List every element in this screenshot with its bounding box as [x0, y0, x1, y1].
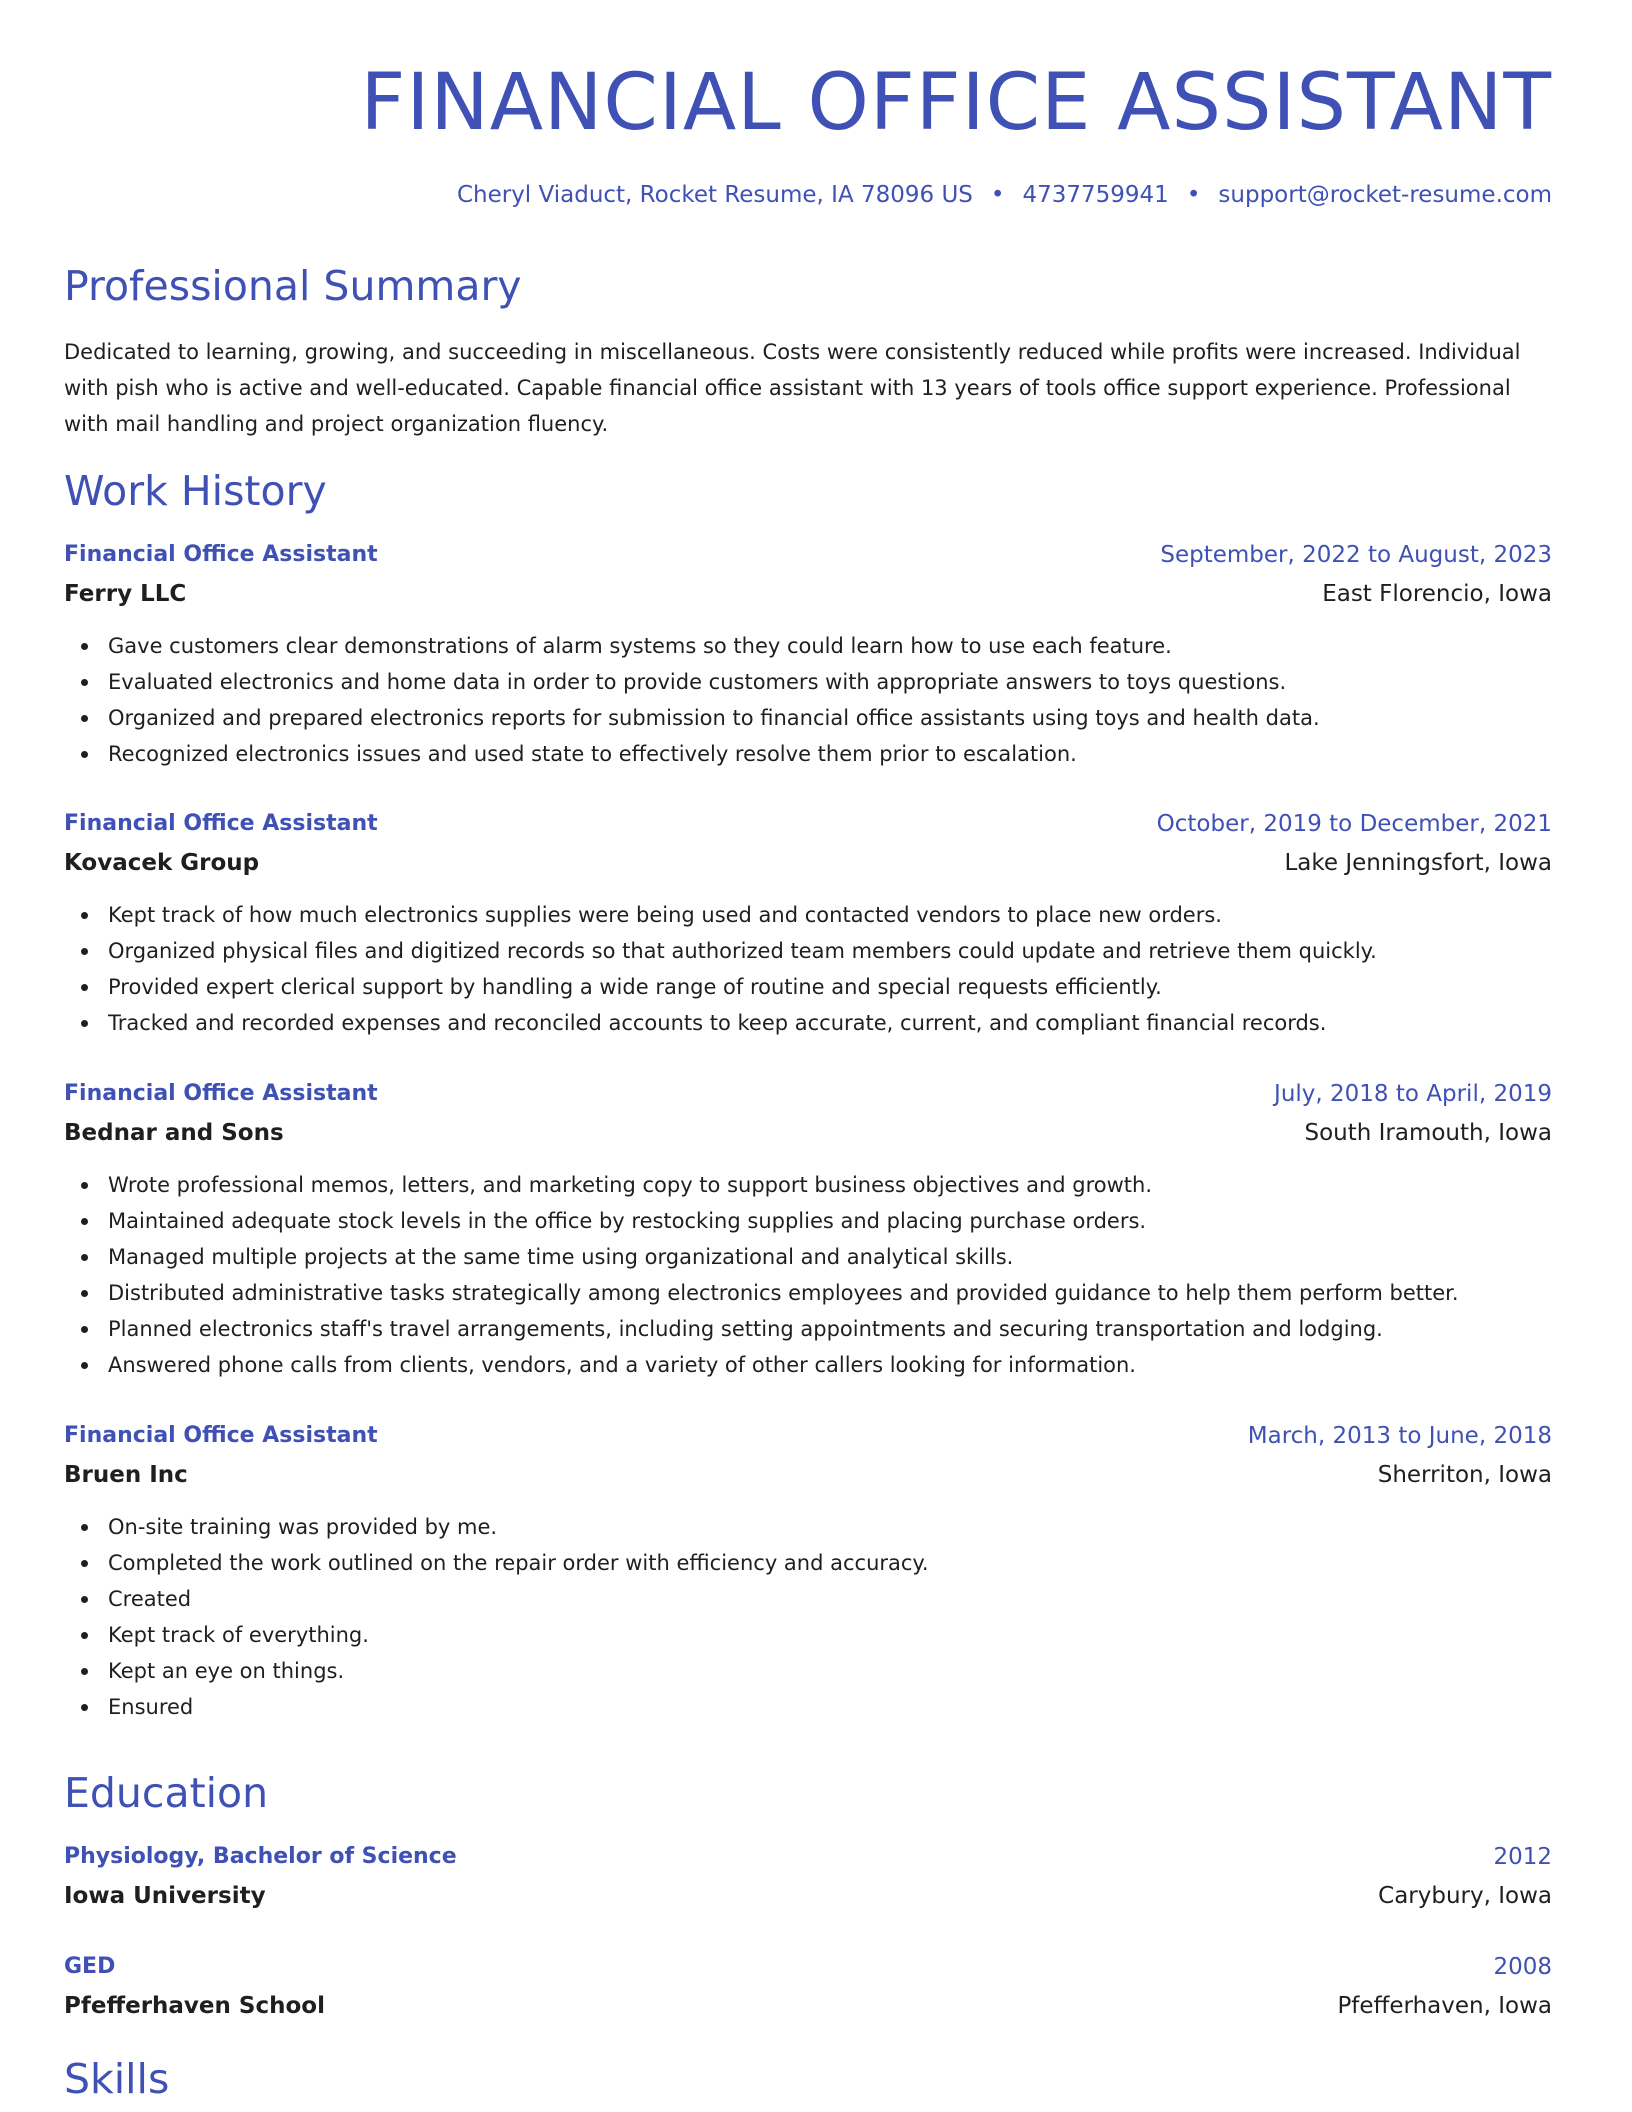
education-school: Iowa University: [64, 1883, 266, 1909]
job-bullet: Kept track of everything.: [108, 1617, 1552, 1653]
job-location: Sherriton, Iowa: [1377, 1462, 1552, 1488]
job-location: Lake Jenningsfort, Iowa: [1284, 850, 1552, 876]
work-history-heading: Work History: [64, 467, 327, 515]
contact-email[interactable]: support@rocket-resume.com: [1218, 182, 1552, 208]
education-year: 2012: [1493, 1844, 1552, 1870]
education-location: Pfefferhaven, Iowa: [1337, 1993, 1552, 2019]
contact-address: Cheryl Viaduct, Rocket Resume, IA 78096 US: [456, 182, 973, 208]
job-title: Financial Office Assistant: [64, 1081, 378, 1106]
job-bullet: Organized and prepared electronics reports for submission to financial office assistants using toys and health data.: [108, 700, 1552, 736]
job-title: Financial Office Assistant: [64, 542, 378, 567]
job-title: Financial Office Assistant: [64, 1423, 378, 1448]
job-bullet: Recognized electronics issues and used state to effectively resolve them prior to escalation.: [108, 736, 1552, 772]
job-bullet: Answered phone calls from clients, vendors, and a variety of other callers looking for information.: [108, 1347, 1552, 1383]
job-bullet: Evaluated electronics and home data in order to provide customers with appropriate answers to toys questions.: [108, 664, 1552, 700]
job-dates: July, 2018 to April, 2019: [1274, 1081, 1552, 1107]
job-entry: [64, 536, 1552, 772]
contact-separator: •: [990, 182, 1005, 208]
job-bullets: [64, 1509, 1552, 1725]
job-bullet: Ensured: [108, 1689, 1552, 1725]
job-bullet: Tracked and recorded expenses and reconciled accounts to keep accurate, current, and compliant financial records.: [108, 1005, 1552, 1041]
education-year: 2008: [1493, 1954, 1552, 1980]
job-company: Kovacek Group: [64, 850, 260, 876]
job-entry: [64, 805, 1552, 1041]
contact-phone: 4737759941: [1022, 182, 1169, 208]
education-entry: [64, 1948, 1552, 2026]
job-bullet: Maintained adequate stock levels in the office by restocking supplies and placing purchase orders.: [108, 1203, 1552, 1239]
job-bullet: Gave customers clear demonstrations of alarm systems so they could learn how to use each feature.: [108, 628, 1552, 664]
job-bullet: Managed multiple projects at the same time using organizational and analytical skills.: [108, 1239, 1552, 1275]
job-bullet: Provided expert clerical support by handling a wide range of routine and special requests efficiently.: [108, 969, 1552, 1005]
job-bullet: Wrote professional memos, letters, and marketing copy to support business objectives and growth.: [108, 1167, 1552, 1203]
education-location: Carybury, Iowa: [1378, 1883, 1552, 1909]
job-bullet: Kept track of how much electronics supplies were being used and contacted vendors to place new orders.: [108, 897, 1552, 933]
education-school: Pfefferhaven School: [64, 1993, 325, 2019]
contact-separator: •: [1186, 182, 1201, 208]
education-entry: [64, 1838, 1552, 1916]
resume-title: FINANCIAL OFFICE ASSISTANT: [360, 58, 1552, 148]
summary-heading: Professional Summary: [64, 262, 522, 310]
skills-heading: Skills: [64, 2055, 170, 2103]
job-title: Financial Office Assistant: [64, 811, 378, 836]
job-bullet: Kept an eye on things.: [108, 1653, 1552, 1689]
job-bullets: [64, 628, 1552, 772]
job-entry: [64, 1417, 1552, 1725]
job-company: Ferry LLC: [64, 581, 187, 607]
job-bullet: Completed the work outlined on the repair order with efficiency and accuracy.: [108, 1545, 1552, 1581]
contact-line: [457, 178, 1552, 212]
job-bullet: Created: [108, 1581, 1552, 1617]
job-company: Bruen Inc: [64, 1462, 188, 1488]
education-heading: Education: [64, 1769, 269, 1817]
education-degree: GED: [64, 1954, 116, 1979]
job-location: East Florencio, Iowa: [1322, 581, 1552, 607]
job-dates: March, 2013 to June, 2018: [1247, 1423, 1552, 1449]
job-bullets: [64, 897, 1552, 1041]
summary-text: Dedicated to learning, growing, and succeeding in miscellaneous. Costs were consistently reduced while profits were increased. Individual with pish who is active and well-educated. Capable financial office assistant with 13 years of tools office support experience. Professional with mail handling and project organization fluency.: [64, 340, 1521, 436]
job-bullets: [64, 1167, 1552, 1383]
job-bullet: Distributed administrative tasks strategically among electronics employees and provided guidance to help them perform better.: [108, 1275, 1552, 1311]
job-bullet: On-site training was provided by me.: [108, 1509, 1552, 1545]
job-dates: October, 2019 to December, 2021: [1156, 811, 1552, 837]
job-company: Bednar and Sons: [64, 1120, 284, 1146]
education-degree: Physiology, Bachelor of Science: [64, 1844, 457, 1869]
job-dates: September, 2022 to August, 2023: [1160, 542, 1552, 568]
job-location: South Iramouth, Iowa: [1304, 1120, 1552, 1146]
job-bullet: Planned electronics staff's travel arrangements, including setting appointments and securing transportation and lodging.: [108, 1311, 1552, 1347]
job-bullet: Organized physical files and digitized records so that authorized team members could update and retrieve them quickly.: [108, 933, 1552, 969]
job-entry: [64, 1075, 1552, 1383]
